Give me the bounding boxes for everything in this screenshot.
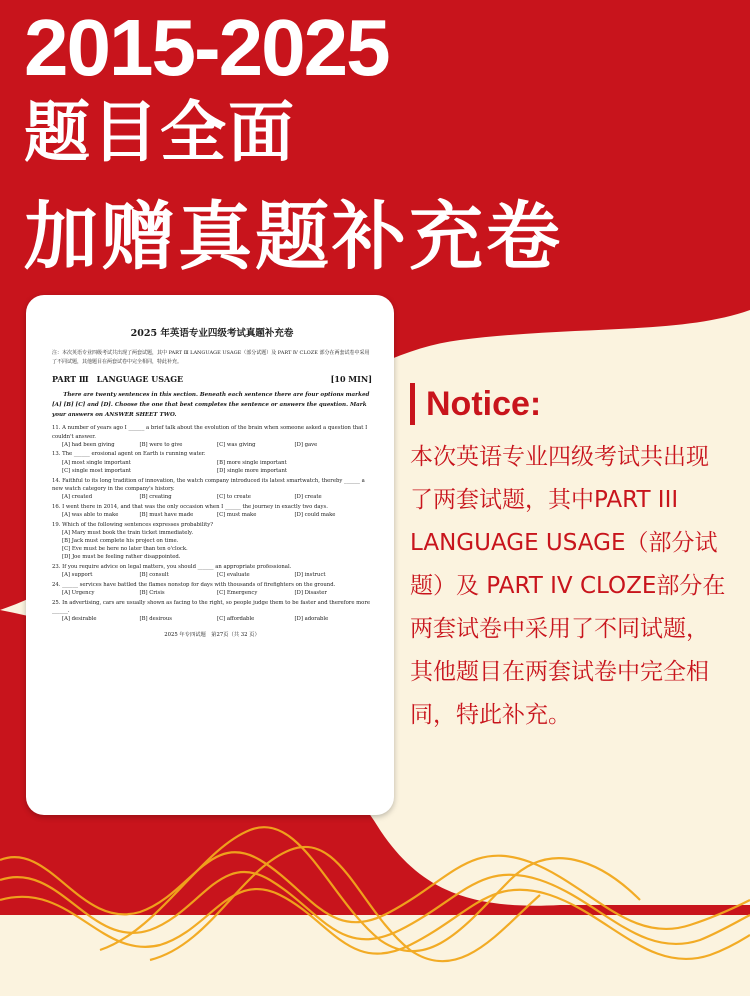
notice-accent-bar <box>410 383 415 425</box>
exam-paper-preview <box>26 295 394 815</box>
notice-line: 其他题目在两套试卷中完全相 <box>410 659 709 685</box>
question <box>52 477 372 502</box>
option: [D] single more important <box>217 467 288 474</box>
option: [A] support <box>62 572 93 579</box>
option: [B] Jack must complete his project on time. <box>62 537 179 544</box>
question-options <box>52 493 372 501</box>
question <box>52 599 372 624</box>
option: [D] Joe must be feeling rather disappointed. <box>62 554 181 561</box>
notice-line: 本次英语专业四级考试共出现 <box>410 444 709 470</box>
question-stem: 25. In advertising, cars are usually shown as facing to the right, so people judge them to be faster and therefore more ______. <box>52 599 371 615</box>
question-stem: 13. The ______ erosional agent on Earth is running water. <box>52 451 206 458</box>
option: [B] desirous <box>139 616 172 623</box>
option: [A] had been giving <box>62 441 115 448</box>
notice-line: 同，特此补充。 <box>410 702 571 728</box>
option: [D] create <box>294 493 322 500</box>
notice-line: LANGUAGE USAGE（部分试 <box>410 530 718 556</box>
paper-note: 注：本次英语专业四级考试共出现了两套试题，其中 PART Ⅲ LANGUAGE USAGE（部分试题）及 PART Ⅳ CLOZE 部分在两套试卷中采用了不同试题，其他题目在两套试卷中完全相同，特此补充。 <box>52 350 370 365</box>
headline-years: 2015-2025 <box>24 3 389 92</box>
option: [B] Crisis <box>139 590 165 597</box>
question-options <box>52 511 372 519</box>
question <box>52 424 372 449</box>
notice-line: 题）及 PART IV CLOZE部分在 <box>410 573 726 599</box>
question <box>52 503 372 519</box>
option: [D] Disaster <box>294 590 327 597</box>
question-options <box>52 615 372 623</box>
option: [C] to create <box>217 493 251 500</box>
option: [C] was giving <box>217 441 256 448</box>
option: [D] instruct <box>294 572 326 579</box>
option: [A] Mary must book the train ticket immediately. <box>62 529 194 536</box>
option: [C] evaluate <box>217 572 250 579</box>
question-stem: 24. ______ services have battled the flames nonstop for days with thousands of firefighters on the ground. <box>52 582 336 588</box>
question-stem: 23. If you require advice on legal matters, you should ______ an appropriate professional. <box>52 564 292 571</box>
notice-line: 了两套试题，其中PART III <box>410 487 679 513</box>
option: [C] affordable <box>217 616 255 623</box>
part-time: [10 MIN] <box>330 374 372 384</box>
option: [D] adorable <box>294 616 329 623</box>
option: [A] most single important <box>62 459 131 466</box>
notice-line: 两套试卷中采用了不同试题， <box>410 616 709 642</box>
notice-body <box>410 436 750 737</box>
question-options <box>52 571 372 579</box>
question-options <box>52 589 372 597</box>
option: [A] was able to make <box>62 511 119 518</box>
headline-comprehensive: 题目全面 <box>24 94 296 171</box>
question-stem: 14. Faithful to its long tradition of innovation, the watch company introduced its latest smartwatch, thereby ______ a new watch category in the company's history. <box>52 477 365 492</box>
option: [C] must make <box>217 511 257 518</box>
option: [B] consult <box>139 572 169 579</box>
headline-bonus-paper: 加赠真题补充卷 <box>24 194 563 280</box>
option: [B] were to give <box>139 441 183 448</box>
paper-title: 2025 年英语专业四级考试真题补充卷 <box>130 328 294 339</box>
question-stem: 16. I went there in 2014, and that was the only occasion when I ______ the journey in exactly two days. <box>52 503 328 510</box>
question-stem: 19. Which of the following sentences expresses probability? <box>52 521 214 528</box>
option: [D] gave <box>294 441 318 448</box>
option: [A] created <box>62 493 93 500</box>
option: [B] must have made <box>139 511 194 518</box>
question-stem: 11. A number of years ago I ______ a brief talk about the evolution of the brain when someone asked a question that I couldn't answer. <box>52 425 368 440</box>
question <box>52 450 372 475</box>
question <box>52 521 372 562</box>
option: [C] Eve must be here no later than ten o'clock. <box>62 546 188 553</box>
option: [B] creating <box>139 493 172 500</box>
question-options <box>52 459 372 475</box>
option: [B] more single important <box>217 459 287 466</box>
option: [C] single most important <box>62 467 131 474</box>
paper-part-heading <box>52 374 372 385</box>
question-options <box>52 529 372 562</box>
option: [A] Urgency <box>62 590 95 597</box>
option: [A] desirable <box>62 616 97 623</box>
question-options <box>52 441 372 449</box>
question <box>52 563 372 579</box>
option: [C] Emergency <box>217 590 258 597</box>
paper-footer: 2025 年专四试题 第27页（共 32 页） <box>164 631 260 638</box>
option: [D] could make <box>294 511 336 518</box>
paper-instructions: There are twenty sentences in this section. Beneath each sentence there are four options marked [A] [B] [C] and [D]. Choose the one that best completes the sentence or answers the question. Mark your answers on ANSWER SHEET TWO. <box>52 392 370 418</box>
question <box>52 581 372 597</box>
part-label: PART Ⅲ LANGUAGE USAGE <box>52 374 184 384</box>
notice-title: Notice: <box>426 385 542 423</box>
